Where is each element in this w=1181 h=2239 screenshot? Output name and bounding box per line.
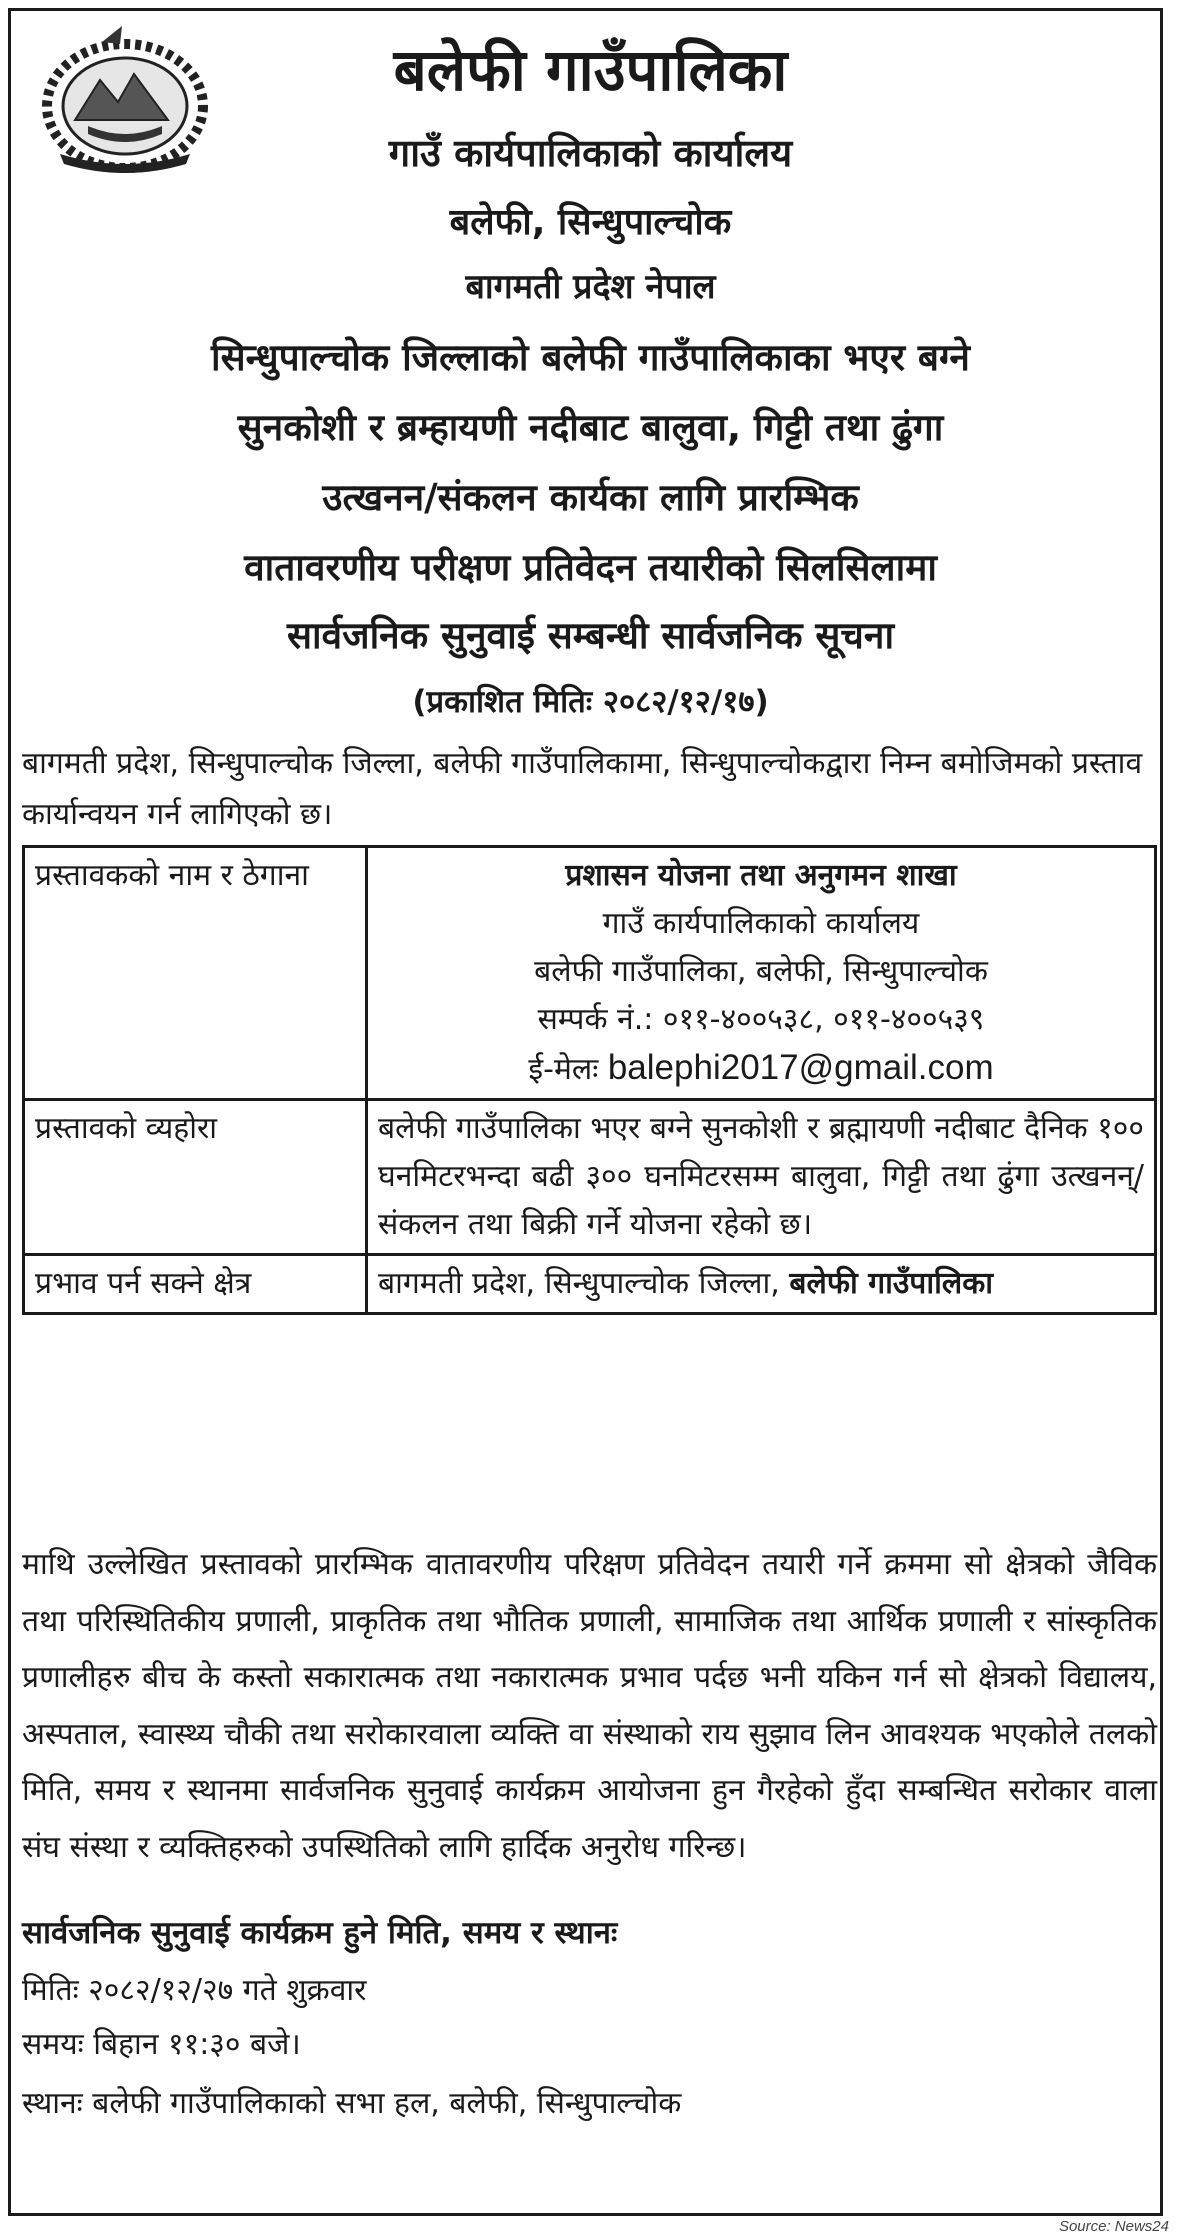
hearing-time: समयः बिहान ११:३० बजे।	[22, 2027, 301, 2062]
table-row	[24, 1100, 1156, 1255]
proposer-office: गाउँ कार्यपालिकाको कार्यालय	[602, 906, 920, 941]
hearing-heading: सार्वजनिक सुनुवाई कार्यक्रम हुने मिति, समय र स्थानः	[22, 1915, 618, 1951]
notice-title-line: सुनकोशी र ब्रम्हायणी नदीबाट बालुवा, गिट्टी तथा ढुंगा	[237, 406, 944, 449]
intro-paragraph: बागमती प्रदेश, सिन्धुपाल्चोक जिल्ला, बलेफी गाउँपालिकामा, सिन्धुपाल्चोकद्वारा निम्न बमोजिमको प्रस्ताव कार्यान्वयन गर्न लागिएको छ।	[22, 746, 1143, 832]
notice-title-line: सिन्धुपाल्चोक जिल्लाको बलेफी गाउँपालिकाका भएर बग्ने	[211, 336, 970, 379]
proposer-details	[367, 847, 1156, 1100]
office-name: गाउँ कार्यपालिकाको कार्यालय	[388, 131, 793, 175]
body-paragraph: माथि उल्लेखित प्रस्तावको प्रारम्भिक वातावरणीय परिक्षण प्रतिवेदन तयारी गर्ने क्रममा सो क्षेत्रको जैविक तथा परिस्थितिकीय प्रणाली, प्राकृतिक तथा भौतिक प्रणाली, सामाजिक तथा आर्थिक प्रणाली र सांस्कृतिक प्रणालीहरु बीच के कस्तो सकारात्मक तथा नकारात्मक प्रभाव पर्दछ भनी यकिन गर्न सो क्षेत्रको विद्यालय, अस्पताल, स्वास्थ्य चौकी तथा सरोकारवाला व्यक्ति वा संस्थाको राय सुझाव लिन आवश्यक भएकोले तलको मिति, समय र स्थानमा सार्वजनिक सुनुवाई कार्यक्रम आयोजना हुन गैरहेको हुँदा सम्बन्धित सरोकार वाला संघ संस्था र व्यक्तिहरुको उपस्थितिको लागि हार्दिक अनुरोध गरिन्छ।	[22, 1547, 1157, 1865]
proposal-table	[22, 845, 1157, 1315]
proposer-email-line	[378, 1044, 1144, 1094]
notice-title-line: उत्खनन/संकलन कार्यका लागि प्रारम्भिक	[322, 476, 859, 519]
office-location: बलेफी, सिन्धुपाल्चोक	[449, 202, 732, 243]
source-credit: Source: News24	[1058, 2218, 1169, 2235]
proposer-contact: सम्पर्क नं.: ०११-४००५३८, ०११-४००५३९	[537, 1002, 985, 1037]
affected-area-label: प्रभाव पर्न सक्ने क्षेत्र	[24, 1255, 367, 1314]
hearing-date: मितिः २०८२/१२/२७ गते शुक्रवार	[22, 1973, 367, 2008]
province-country: बागमती प्रदेश नेपाल	[465, 267, 716, 307]
table-row	[24, 847, 1156, 1100]
municipality-title: बलेफी गाउँपालिका	[393, 36, 788, 104]
notice-title-line: वातावरणीय परीक्षण प्रतिवेदन तयारीको सिलसिलामा	[244, 546, 937, 589]
affected-area-plain: बागमती प्रदेश, सिन्धुपाल्चोक जिल्ला,	[378, 1266, 780, 1301]
proposer-address: बलेफी गाउँपालिका, बलेफी, सिन्धुपाल्चोक	[534, 954, 988, 989]
proposer-branch: प्रशासन योजना तथा अनुगमन शाखा	[565, 858, 957, 893]
email-link[interactable]: balephi2017@gmail.com	[607, 1048, 994, 1087]
proposal-subject-label: प्रस्तावको व्यहोरा	[24, 1100, 367, 1255]
proposer-label: प्रस्तावकको नाम र ठेगाना	[24, 847, 367, 1100]
table-row	[24, 1255, 1156, 1314]
notice-title-line: सार्वजनिक सुनुवाई सम्बन्धी सार्वजनिक सूचना	[286, 614, 895, 657]
email-label: ई-मेलः	[528, 1052, 599, 1087]
hearing-place: स्थानः बलेफी गाउँपालिकाको सभा हल, बलेफी, सिन्धुपाल्चोक	[22, 2086, 682, 2121]
affected-area-value	[367, 1255, 1156, 1314]
proposal-subject-value: बलेफी गाउँपालिका भएर बग्ने सुनकोशी र ब्रह्मायणी नदीबाट दैनिक १०० घनमिटरभन्दा बढी ३०० घनमिटरसम्म बालुवा, गिट्टी तथा ढुंगा उत्खनन्/संकलन तथा बिक्री गर्ने योजना रहेको छ।	[367, 1100, 1156, 1255]
affected-area-bold: बलेफी गाउँपालिका	[789, 1266, 994, 1301]
published-date: (प्रकाशित मितिः २०८२/१२/१७)	[412, 684, 769, 720]
